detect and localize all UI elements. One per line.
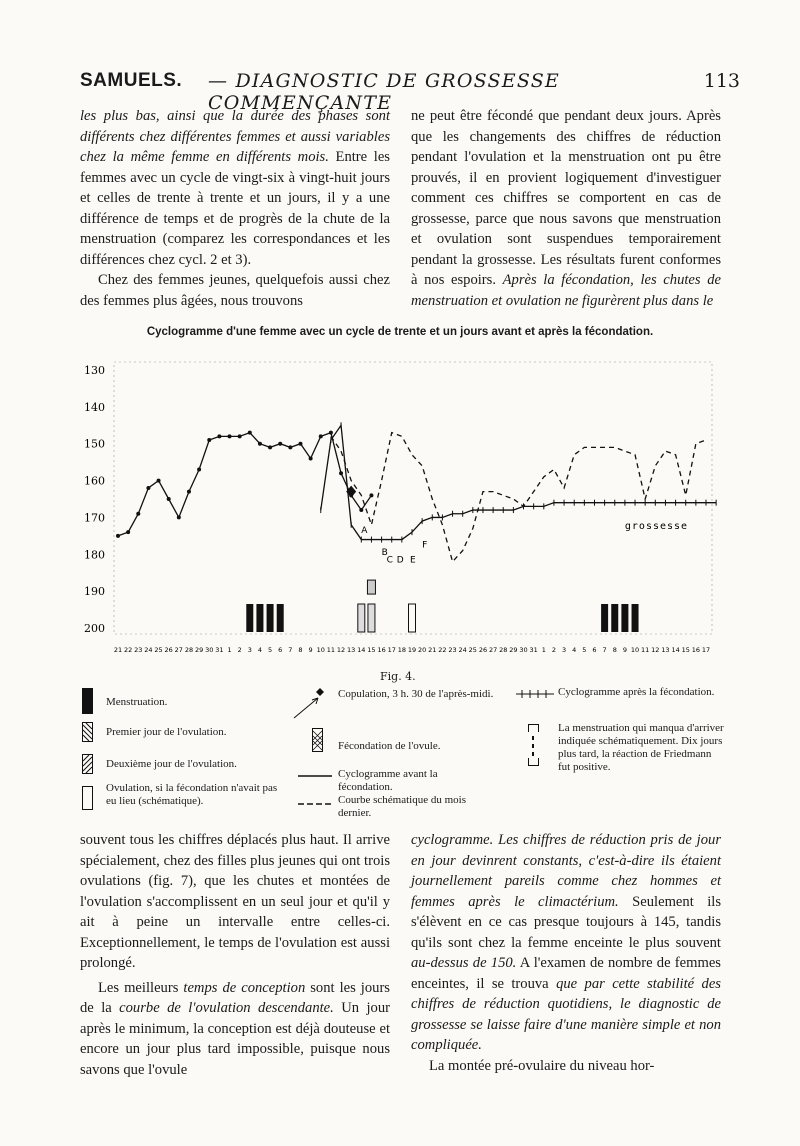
point-label: B [381,547,388,558]
x-tick-label: 5 [267,646,273,654]
legend-copulation: Copulation, 3 h. 30 de l'après-midi. [338,688,494,700]
y-tick-label: 180 [84,548,105,562]
data-point [177,515,181,519]
x-tick-label: 3 [247,646,252,654]
x-tick-label: 31 [215,646,224,654]
legend-fecondation: Fécondation de l'ovule. [338,740,441,752]
figure-legend [80,684,724,824]
data-point [268,445,272,449]
x-tick-label: 15 [367,646,376,654]
x-tick-label: 30 [205,646,214,654]
x-tick-label: 8 [612,646,617,654]
x-tick-label: 31 [529,646,538,654]
para-italic: temps de conception [183,979,306,996]
data-point [197,468,201,472]
para-text: sont les jours de la [80,979,390,1016]
para-italic: que par cette stabilité des chiffres de réduction quotidiens, le diagnostic de grossesse se laisse faire d'une manière simple et non compliquée. [411,975,721,1053]
x-tick-label: 1 [541,646,546,654]
series-line [331,433,706,562]
menstruation-swatch [82,688,94,714]
data-point [369,493,373,497]
x-tick-label: 9 [622,646,627,654]
legend-menstruation-manquee: La menstruation qui manqua d'arriver indiquée schématiquement. Dix jours plus tard, la réaction de Friedmann fut positive. [558,722,724,773]
premier-jour-ovulation-bar [358,604,365,632]
legend-premier-jour: Premier jour de l'ovulation. [106,726,227,738]
x-tick-label: 20 [417,646,427,654]
para-text: souvent tous les chiffres déplacés plus haut. Il arrive spécialement, chez des filles plus jeunes qui ont trois ovulations (fig. 7), que les chutes et montées de l'ovulation s'accomplissent en un seul jour et qu'il y ait à peine un intervalle entre celles-ci. Exceptionnellement, le temps de l'ovulation est aussi prolongé. [80,832,390,971]
x-tick-label: 28 [499,646,508,654]
para-text: Seulement ils s'élèvent en ce cas presque toujours à 145, tandis qu'ils sont chez la femme enceinte le plus souvent [411,893,721,951]
x-tick-label: 16 [691,646,701,654]
para-text: Chez des femmes jeunes, quelquefois aussi chez des femmes plus âgées, nous trouvons [80,272,390,309]
x-tick-label: 17 [701,646,711,654]
x-tick-label: 27 [174,646,183,654]
legend-deuxieme-jour: Deuxième jour de l'ovulation. [106,758,237,770]
x-tick-label: 18 [397,646,407,654]
x-tick-label: 29 [509,646,518,654]
x-tick-label: 3 [561,646,567,654]
legend-cyclogramme-apres: Cyclogramme après la fécondation. [558,686,715,698]
premier-jour-swatch [82,722,94,742]
ovulation-schema-swatch [82,786,94,810]
data-point [207,438,211,442]
x-tick-label: 26 [478,646,488,654]
x-tick-label: 1 [227,646,232,654]
y-tick-label: 170 [84,511,105,525]
header-title: — DIAGNOSTIC DE GROSSESSE COMMENÇANTE [208,70,560,114]
x-tick-label: 13 [347,646,356,654]
menstruation-bar [277,604,284,632]
x-tick-label: 6 [592,646,597,654]
x-tick-label: 26 [164,646,173,654]
y-tick-label: 190 [84,585,105,599]
y-tick-label: 130 [84,364,105,377]
x-tick-label: 7 [602,646,607,654]
x-tick-label: 19 [407,646,417,654]
x-tick-label: 9 [308,646,313,654]
x-tick-label: 21 [428,646,437,654]
para-italic: Après la fécondation, les chutes de menstruation et ovulation ne figurèrent plus dans le [411,272,721,309]
data-point [238,434,242,438]
page-number: 113 [703,70,740,92]
x-tick-label: 2 [551,646,557,654]
data-point [329,431,333,435]
menstruation-bar [256,604,263,632]
data-point [298,442,302,446]
menstruation-bar [601,604,608,632]
x-tick-label: 21 [113,646,123,654]
x-tick-label: 16 [377,646,386,654]
x-tick-label: 12 [651,646,660,654]
point-label: F [422,540,428,551]
x-tick-label: 30 [519,646,528,654]
data-point [126,530,130,534]
x-tick-label: 25 [468,646,477,654]
point-label: E [409,555,416,566]
para-text: La montée pré-ovulaire du niveau hor- [429,1057,655,1074]
x-tick-label: 27 [488,646,498,654]
x-tick-label: 2 [237,646,242,654]
menstruation-bar [632,604,639,632]
x-tick-label: 10 [630,646,640,654]
menstruation-manquee-swatch [528,724,540,766]
data-point [136,512,140,516]
x-tick-label: 25 [154,646,163,654]
data-point [339,471,343,475]
cyclogram-chart [80,350,726,660]
dashed-line-swatch [298,802,334,806]
data-point [217,434,221,438]
column-right-top [411,106,721,311]
x-tick-label: 11 [641,646,650,654]
y-tick-label: 150 [84,437,105,451]
data-point [248,431,252,435]
para-text: Les meilleurs [98,979,184,996]
menstruation-bar [611,604,618,632]
figure-label: Fig. 4. [380,670,416,683]
para-text: A l'examen de nombre de femmes enceintes, il se trouva [411,955,721,992]
x-tick-label: 17 [387,646,396,654]
x-tick-label: 29 [194,646,204,654]
y-tick-label: 140 [84,400,105,414]
x-tick-label: 6 [278,646,283,654]
grossesse-annotation: grossesse [624,520,689,532]
x-tick-label: 28 [184,646,194,654]
menstruation-bar [267,604,274,632]
x-tick-label: 15 [681,646,690,654]
x-tick-label: 10 [316,646,325,654]
x-tick-label: 23 [134,646,143,654]
column-right-bottom [411,830,721,1076]
data-point [167,497,171,501]
running-header [80,70,740,114]
x-tick-label: 22 [123,646,133,654]
data-point [187,490,191,494]
menstruation-bar [621,604,628,632]
para-italic: cyclogramme. Les chiffres de réduction pris de jour en jour devinrent constants, c'est-à-dire ils étaient journellement pareils comme chez hommes et femmes après le climactérium. [411,832,721,910]
x-tick-label: 14 [357,646,366,654]
legend-cyclogramme-avant: Cyclogramme avant la fécondation. [338,768,438,793]
x-tick-label: 24 [458,646,467,654]
data-point [359,508,363,512]
x-tick-label: 4 [572,646,577,654]
data-point [146,486,150,490]
plot-frame [114,362,712,634]
point-label: A [361,525,368,536]
column-left-top [80,106,390,311]
para-italic: les plus bas, ainsi que la durée des phases sont différents chez différentes femmes et aussi variables chez la même femme en différents mois. [80,108,390,165]
x-tick-label: 4 [257,646,263,654]
fecondation-marker [367,580,375,594]
x-tick-label: 11 [326,646,336,654]
menstruation-bar [246,604,253,632]
para-text: Un jour après le minimum, la conception est déjà douteuse et encore un jour plus tard impossible, puisque nous savons que l'ovule [80,1000,390,1078]
x-tick-label: 12 [336,646,346,654]
x-tick-label: 13 [661,646,670,654]
y-tick-label: 200 [84,622,105,635]
point-label: D [396,555,404,566]
para-italic: courbe de l'ovulation descendante. [119,1000,334,1016]
data-point [278,442,282,446]
deuxieme-jour-swatch [82,754,94,774]
legend-ovulation-schema: Ovulation, si la fécondation n'avait pas eu lieu (schématique). [106,782,278,807]
x-tick-label: 8 [298,646,303,654]
point-label: C [386,555,393,566]
fecondation-swatch [312,728,324,752]
figure-caption: Cyclogramme d'une femme avec un cycle de trente et un jours avant et après la fécondation. [146,326,654,338]
legend-menstruation: Menstruation. [106,696,168,708]
data-point [319,434,323,438]
data-point [288,445,292,449]
x-tick-label: 14 [671,646,680,654]
data-point [309,456,313,460]
x-tick-label: 23 [448,646,457,654]
para-italic: au-dessus de 150. [411,955,517,971]
cross-line-swatch [516,690,556,698]
ovulation-schematique-bar [409,604,416,632]
legend-courbe-schematique: Courbe schématique du mois dernier. [338,794,467,819]
x-tick-label: 7 [288,646,293,654]
data-point [157,479,161,483]
deuxieme-jour-ovulation-bar [368,604,375,632]
data-point [116,534,120,538]
x-tick-label: 5 [582,646,587,654]
column-left-bottom [80,830,390,1080]
data-point [258,442,262,446]
solid-line-swatch [298,774,334,778]
x-tick-label: 24 [144,646,153,654]
x-tick-label: 22 [438,646,447,654]
para-text: ne peut être fécondé que pendant deux jours. Après que les changements des chiffres de réduction pendant l'ovulation et la menstruation ont pu être prouvés, il en provient logiquement d'investiguer comment ces chiffres se comportent en cas de grossesse, parce que nous savons que menstruation et ovulation sont suspendues temporairement pendant la grossesse. Les résultats furent conformes à nos espoirs. [411,108,721,288]
header-author: SAMUELS. [80,70,183,91]
series-line [118,433,371,536]
para-text: Entre les femmes avec un cycle de vingt-six à vingt-huit jours et celles de trente à trente et un jours, il y a une différence de temps et de progrès de la chute de la menstruation (comparez les correspondances et les différences chez cycl. 2 et 3). [80,149,390,268]
copulation-swatch [292,686,332,720]
y-tick-label: 160 [84,474,105,488]
data-point [228,434,232,438]
